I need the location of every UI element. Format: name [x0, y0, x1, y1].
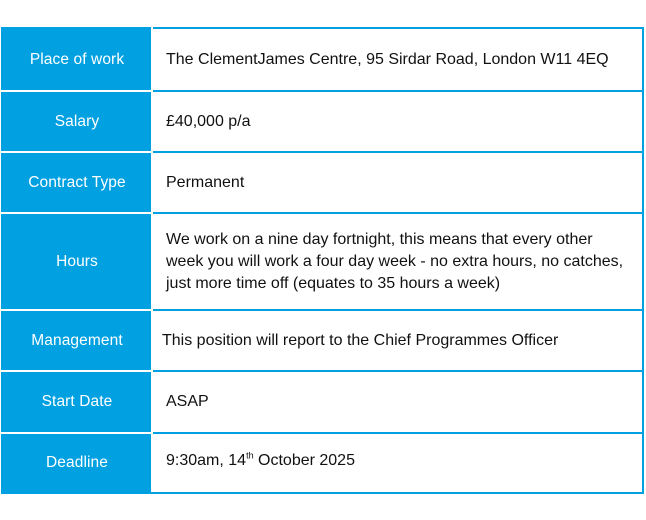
table-row-management	[2, 310, 643, 371]
row-label: Salary	[2, 91, 152, 152]
row-value: We work on a nine day fortnight, this means that every other week you will work a four day week - no extra hours, no catches, just more time off (equates to 35 hours a week)	[152, 213, 643, 310]
table-row-place-of-work	[2, 28, 643, 91]
table-row-deadline	[2, 433, 643, 493]
row-label: Place of work	[2, 28, 152, 91]
row-value: £40,000 p/a	[152, 91, 643, 152]
table-row-contract-type	[2, 152, 643, 213]
table-row-hours	[2, 213, 643, 310]
table-row-start-date	[2, 371, 643, 433]
row-value: Permanent	[152, 152, 643, 213]
row-value: The ClementJames Centre, 95 Sirdar Road, London W11 4EQ	[152, 28, 643, 91]
deadline-date: 9:30am, 14	[166, 452, 247, 469]
ordinal-suffix: th	[246, 450, 254, 461]
row-label: Contract Type	[2, 152, 152, 213]
row-value	[152, 433, 643, 493]
job-details-table	[1, 27, 644, 494]
table-row-salary	[2, 91, 643, 152]
row-label: Deadline	[2, 433, 152, 493]
row-label: Hours	[2, 213, 152, 310]
row-label: Management	[2, 310, 152, 371]
deadline-month-year: October 2025	[253, 452, 355, 469]
row-label: Start Date	[2, 371, 152, 433]
row-value: ASAP	[152, 371, 643, 433]
row-value: This position will report to the Chief Programmes Officer	[152, 310, 643, 371]
